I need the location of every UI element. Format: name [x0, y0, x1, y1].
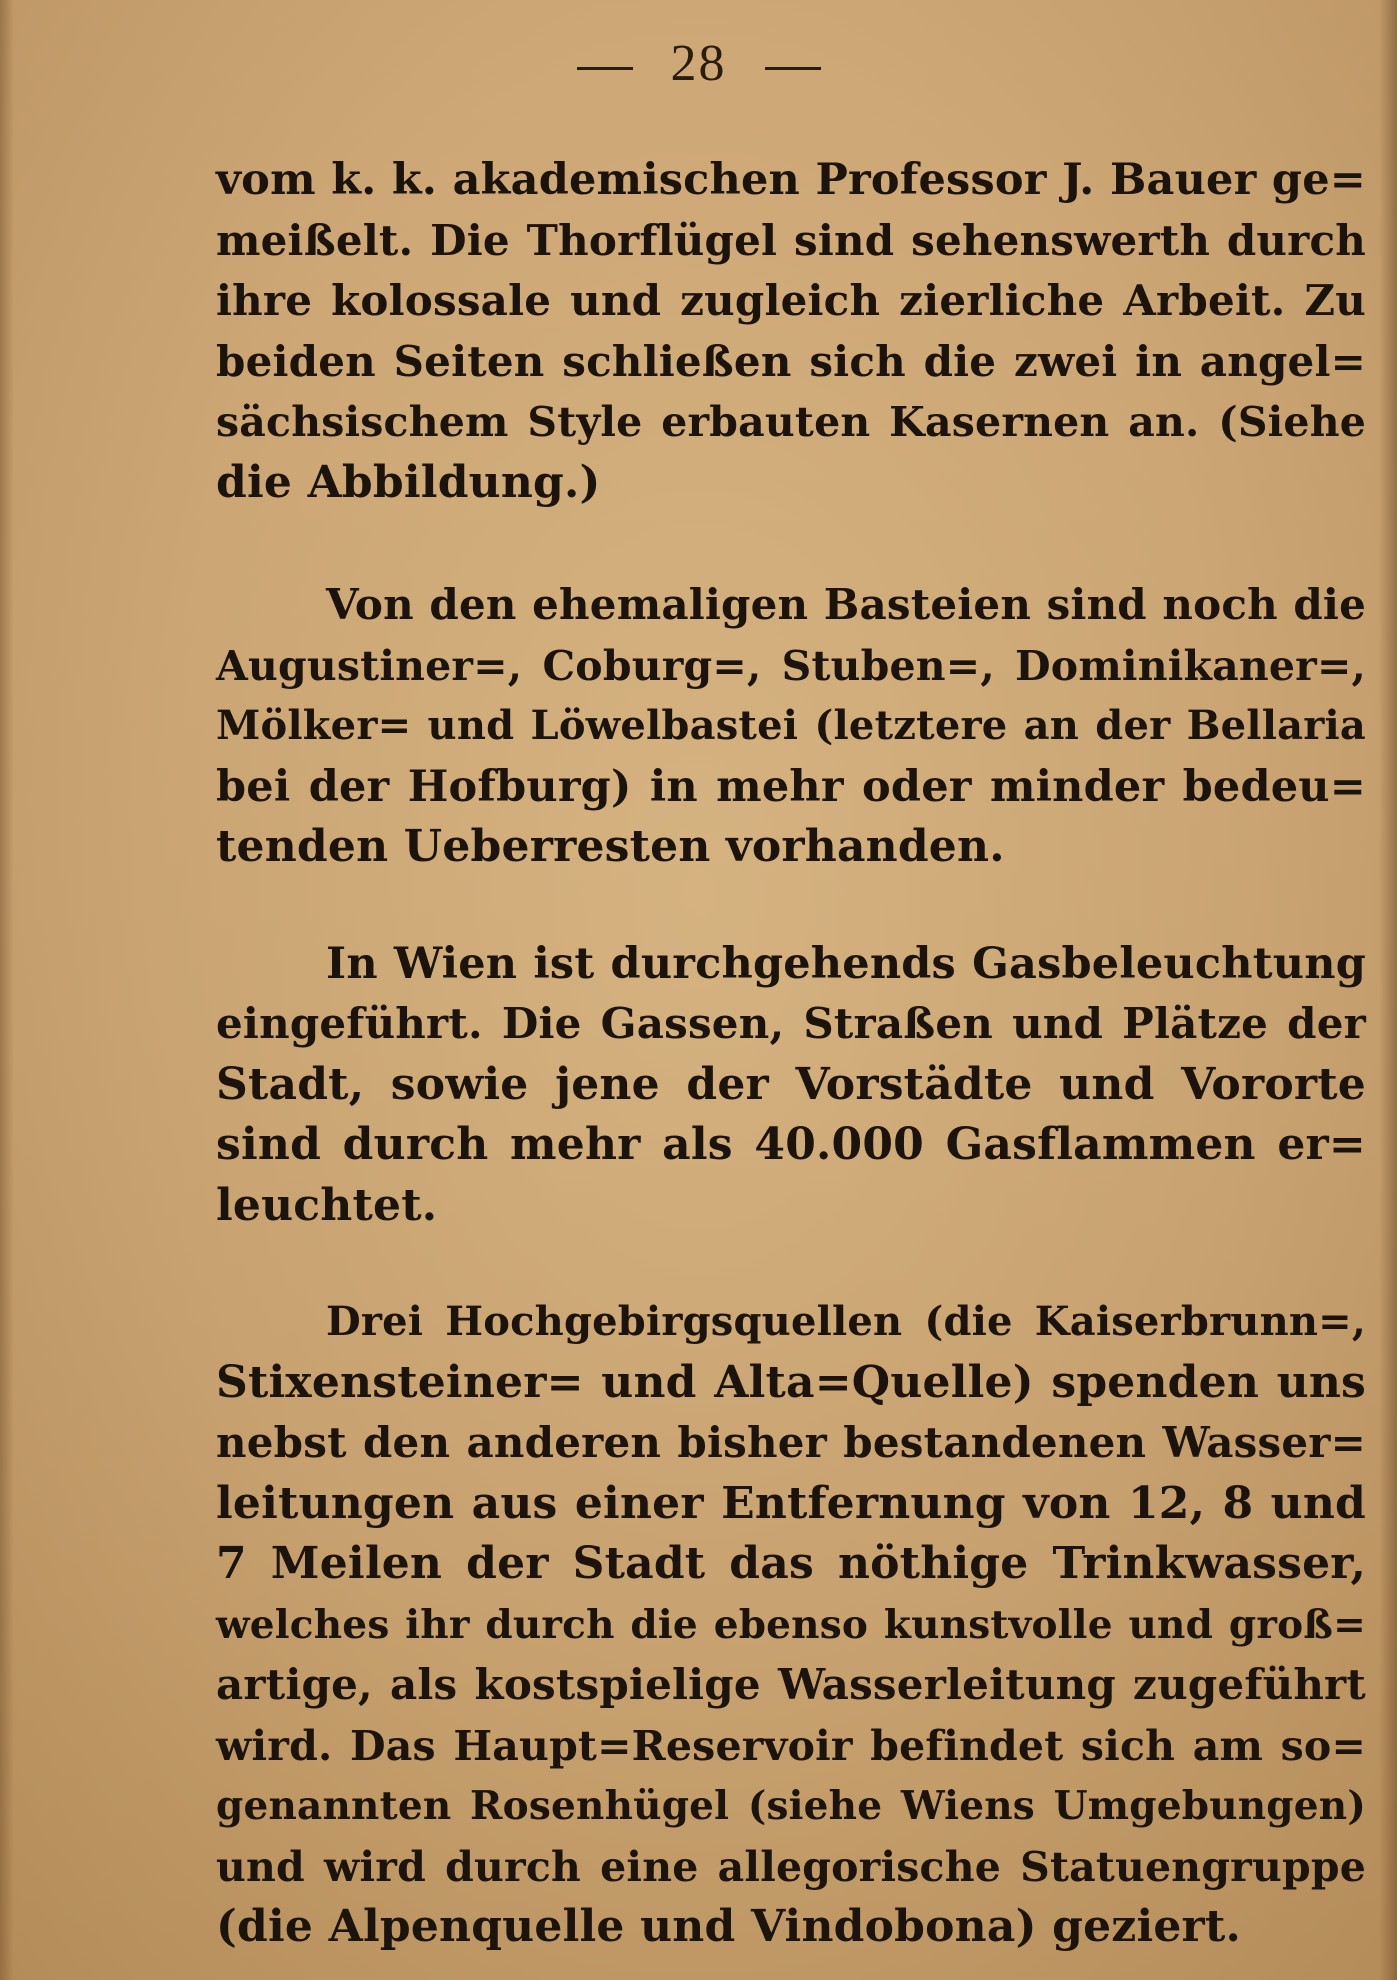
text-line: beiden Seiten schließen sich die zwei in angel=	[216, 336, 1366, 386]
text-line: nebst den anderen bisher bestandenen Wasser=	[216, 1418, 1366, 1467]
text-line: Von den ehemaligen Basteien sind noch die	[326, 580, 1366, 629]
text-line: Stadt, sowie jene der Vorstädte und Vororte	[216, 1058, 1366, 1110]
text-line: welches ihr durch die ebenso kunstvolle und groß=	[216, 1601, 1366, 1648]
text-line: leuchtet.	[216, 1179, 438, 1231]
text-line: leitungen aus einer Entfernung von 12, 8 und	[216, 1477, 1366, 1529]
text-line: Mölker= und Löwelbastei (letztere an der Bellaria	[216, 702, 1366, 749]
text-line: bei der Hofburg) in mehr oder minder bedeu=	[216, 761, 1366, 812]
header-dash-left	[577, 67, 633, 70]
text-line: (die Alpenquelle und Vindobona) geziert.	[216, 1901, 1241, 1952]
text-line: vom k. k. akademischen Professor J. Bauer ge=	[216, 155, 1366, 205]
text-line: tenden Ueberresten vorhanden.	[216, 821, 1005, 872]
page-right-edge-shadow	[1379, 0, 1397, 1980]
text-line: ihre kolossale und zugleich zierliche Arbeit. Zu	[216, 276, 1366, 325]
paragraph-3	[216, 934, 1366, 1237]
text-line: die Abbildung.)	[216, 456, 601, 508]
text-line: eingeführt. Die Gassen, Straßen und Plätze der	[216, 999, 1366, 1048]
text-line: sächsischem Style erbauten Kasernen an. (Siehe	[216, 398, 1366, 446]
text-line: artige, als kostspielige Wasserleitung zugeführt	[216, 1660, 1366, 1709]
text-line: und wird durch eine allegorische Statuengruppe	[216, 1842, 1366, 1891]
text-line: 7 Meilen der Stadt das nöthige Trinkwasser,	[216, 1538, 1366, 1589]
text-line: genannten Rosenhügel (siehe Wiens Umgebungen)	[216, 1783, 1366, 1829]
header-dash-right	[765, 67, 821, 70]
paragraph-1	[216, 150, 1366, 513]
text-line: Drei Hochgebirgsquellen (die Kaiserbrunn=,	[326, 1298, 1366, 1345]
text-line: wird. Das Haupt=Reservoir befindet sich am so=	[216, 1721, 1366, 1770]
body-text	[216, 150, 1366, 1958]
paragraph-2	[216, 575, 1366, 878]
text-line: meißelt. Die Thorflügel sind sehenswerth durch	[216, 215, 1366, 265]
page-number: 28	[670, 35, 727, 92]
text-line: Stixensteiner= und Alta=Quelle) spenden uns	[216, 1356, 1366, 1408]
page-left-edge-shadow	[0, 0, 14, 1980]
paragraph-4	[216, 1292, 1366, 1958]
page-header	[0, 34, 1397, 93]
text-line: In Wien ist durchgehends Gasbeleuchtung	[326, 938, 1366, 989]
text-line: Augustiner=, Coburg=, Stuben=, Dominikaner=,	[216, 641, 1366, 690]
text-line: sind durch mehr als 40.000 Gasflammen er=	[216, 1119, 1366, 1170]
